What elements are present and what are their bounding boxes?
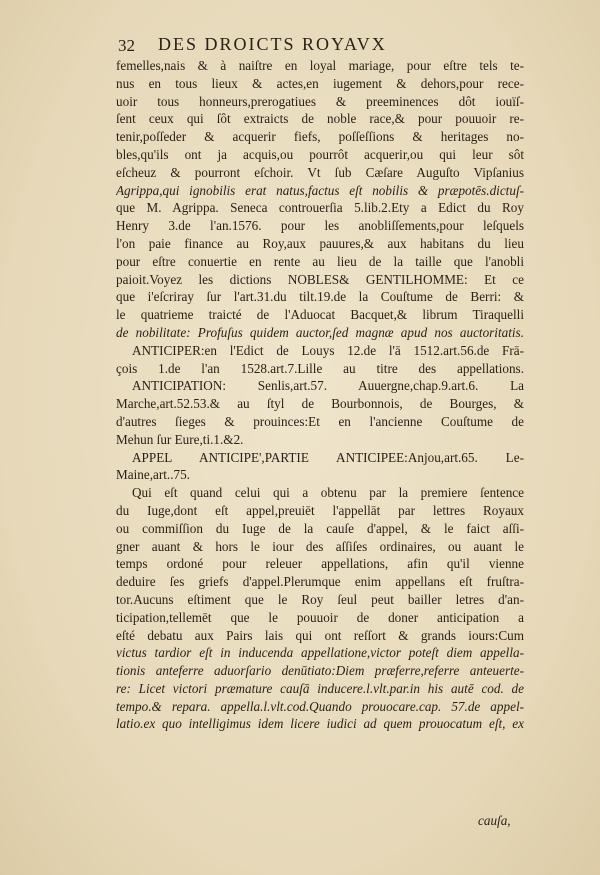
text-line: eſcheuz & pourront eſchoir. Vt ſub Cæſare Auguſto Vipſanius: [116, 164, 524, 180]
text-line: bles,qu'ils ont ja acquis,ou pourrôt acquerir,ou qui leur sôt: [116, 146, 524, 162]
text-line: Agrippa,qui ignobilis erat natus,factus eſt nobilis & præpotēs.dictuſ-: [116, 182, 524, 198]
text-line: tionis anteferre aduorſario denūtiato:Diem præferre,referre anteuerte-: [116, 663, 524, 679]
text-line: Qui eſt quand celui qui a obtenu par la premiere ſentence: [132, 485, 524, 501]
text-line: tenir,poſſeder & acquerir fiefs, poſſeſſions & heritages no-: [116, 129, 524, 145]
text-line: de nobilitate: Profuſus quidem auctor,ſed magnæ apud nos auctoritatis.: [116, 324, 524, 340]
body-text: [116, 57, 524, 733]
text-line: çois 1.de l'an 1528.art.7.Lille au titre des appellations.: [116, 360, 524, 376]
text-line: gner auant & hors le iour des aſſiſes ordinaires, ou auant le: [116, 538, 524, 554]
page-number: 32: [118, 36, 135, 55]
text-line: uoir tous honneurs,prerogatiues & preeminences dôt iouïſ-: [116, 93, 524, 109]
text-line: du Iuge,dont eſt appel,preuiēt l'appellāt par lettres Royaux: [116, 502, 524, 518]
text-line: eſté debatu aux Pairs lais qui ont reſſort & grands iours:Cum: [116, 627, 524, 643]
page-header: [118, 34, 558, 56]
text-line: ticipation,tellemēt que le pouuoir de doner anticipation a: [116, 609, 524, 625]
text-line: ANTICIPATION: Senlis,art.57. Auuergne,chap.9.art.6. La: [132, 378, 524, 394]
text-line: le quatrieme traicté de l'Aduocat Bacquet,& librum Tiraquelli: [116, 307, 524, 323]
text-line: APPEL ANTICIPE',PARTIE ANTICIPEE:Anjou,art.65. Le-: [132, 449, 524, 465]
text-line: Maine,art..75.: [116, 467, 190, 483]
text-line: deduire ſes griefs d'appel.Plerumque enim appellans eſt fruſtra-: [116, 574, 524, 590]
text-line: victus tardior eſt in inducenda appellatione,victor poteſt diem appella-: [116, 645, 524, 661]
text-line: re: Licet victori præmature cauſā inducere.l.vlt.par.in his autē cod. de: [116, 680, 524, 696]
text-line: tor.Aucuns eſtiment que le Roy ſeul peut bailler letres d'an-: [116, 591, 524, 607]
text-line: ANTICIPER:en l'Edict de Louys 12.de l'ā 1512.art.56.de Frā-: [132, 342, 524, 358]
text-line: Marche,art.52.53.& au ſtyl de Bourbonnois, de Bourges, &: [116, 396, 524, 412]
text-line: pour eſtre conuertie en rente au lieu de la taille que l'anobli: [116, 253, 524, 269]
text-line: que i'eſcriray ſur l'art.31.du tilt.19.de la Couſtume de Berri: &: [116, 289, 524, 305]
text-line: temps ordoné pour releuer appellations, afin qu'il vienne: [116, 556, 524, 572]
text-line: tempo.& repara. appella.l.vlt.cod.Quando prouocare.cap. 57.de appel-: [116, 698, 524, 714]
text-line: Henry 3.de l'an.1576. pour les anobliſſements,pour leſquels: [116, 218, 524, 234]
text-line: femelles,nais & à naiſtre en loyal mariage, pour eſtre tels te-: [116, 58, 524, 73]
text-line: latio.ex quo intelligimus idem licere iudici ad quem prouocatum eſt, ex: [116, 716, 524, 732]
text-line: l'on paie finance au Roy,aux pauures,& aux habitans du lieu: [116, 235, 524, 251]
text-line: nus en tous lieux & actes,en iugement & dehors,pour rece-: [116, 75, 524, 91]
text-line: Mehun ſur Eure,ti.1.&2.: [116, 431, 244, 447]
running-title: DES DROICTS ROYAVX: [158, 34, 387, 54]
catchword: cauſa,: [478, 813, 511, 828]
text-line: d'autres ſieges & prouinces:Et en l'ancienne Couſtume de: [116, 413, 524, 429]
text-line: ou commiſſion du Iuge de la cauſe d'appel, & le faict aſſi-: [116, 520, 524, 536]
text-line: que M. Agrippa. Seneca controuerſia 5.lib.2.Ety a Edict du Roy: [116, 200, 524, 216]
text-line: ſent ceux qui ſôt extraicts de noble race,& pour pouuoir re-: [116, 111, 524, 127]
text-line: paioit.Voyez les dictions NOBLES& GENTILHOMME: Et ce: [116, 271, 524, 287]
